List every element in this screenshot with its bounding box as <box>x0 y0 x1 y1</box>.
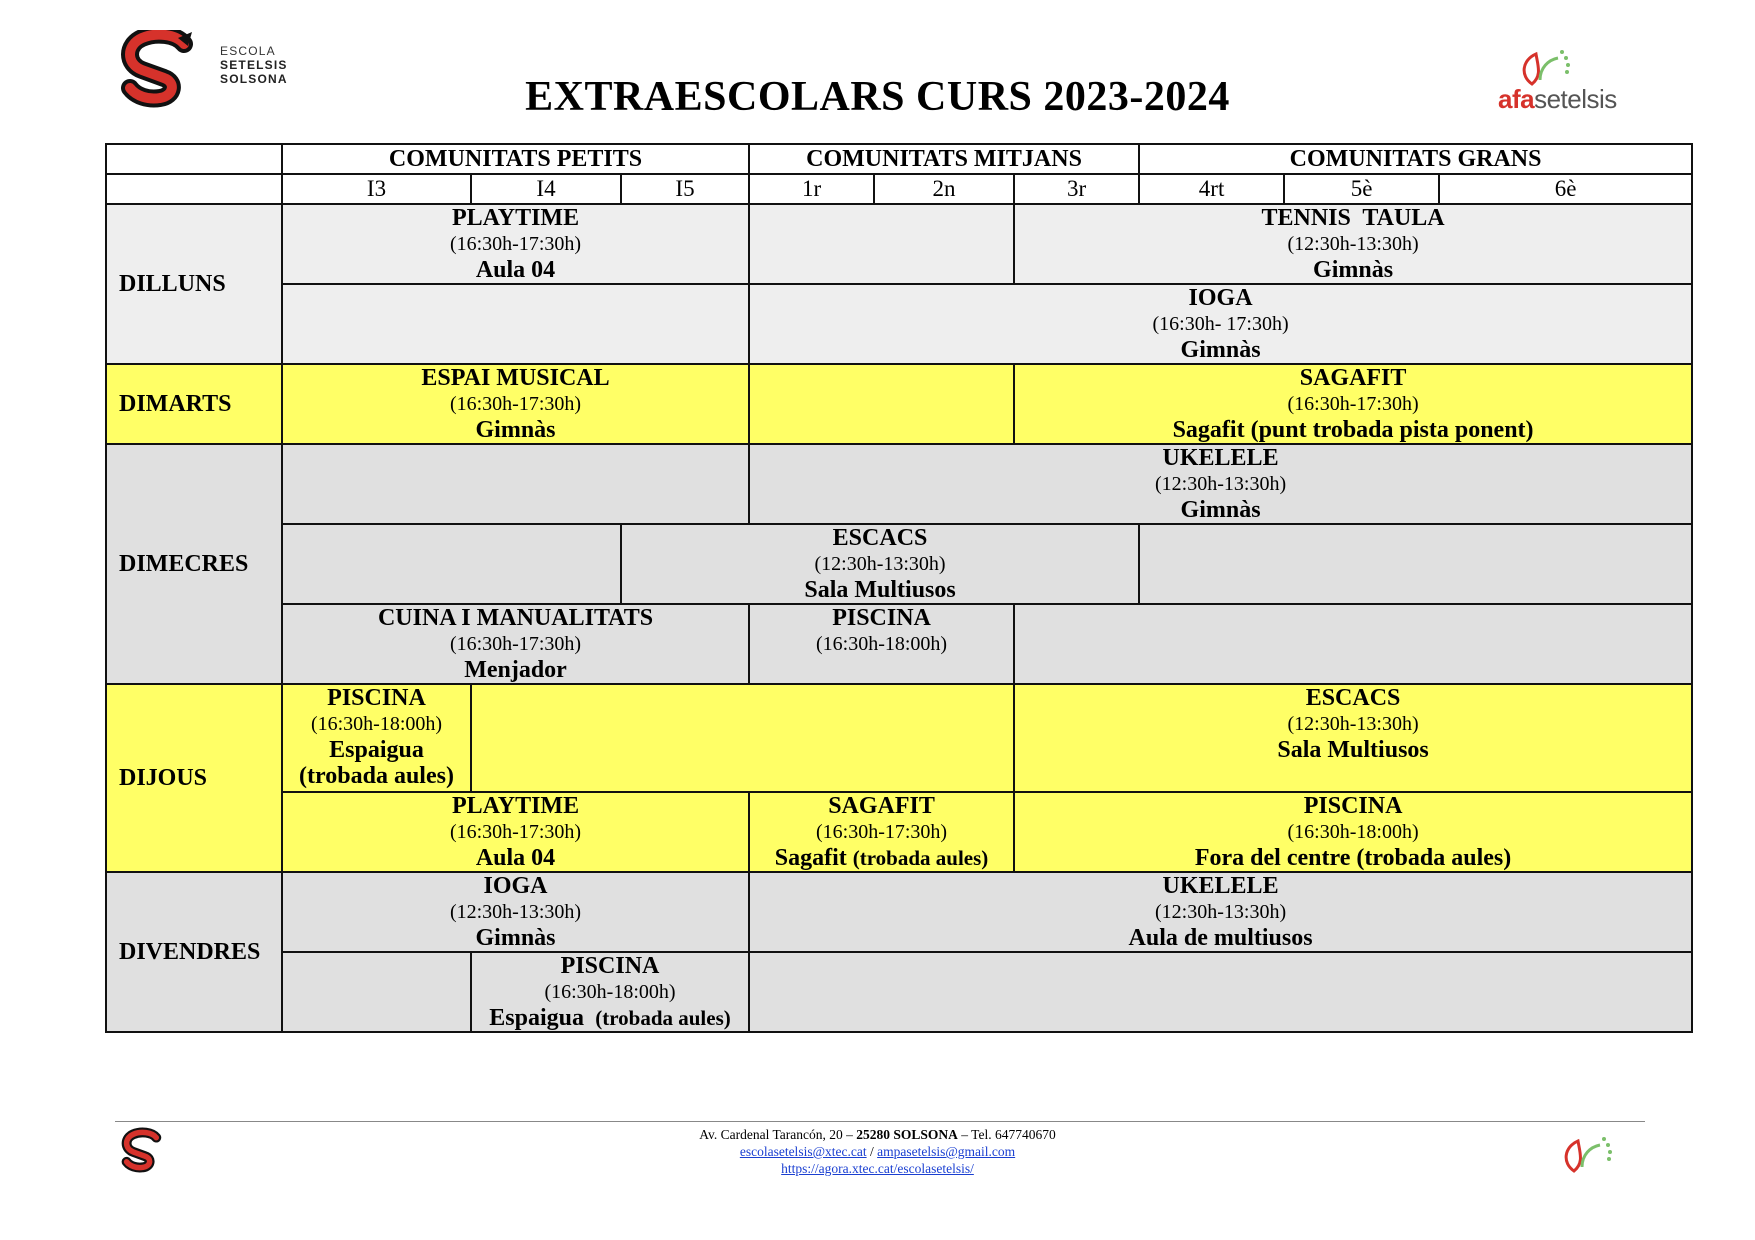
afa-name <box>1498 84 1617 115</box>
activity-place-note: (trobada aules) <box>852 846 989 870</box>
address-street: Av. Cardenal Tarancón, 20 – <box>699 1127 857 1142</box>
activity-place: Gimnàs <box>1180 497 1261 523</box>
day-row <box>106 364 1692 444</box>
activity-cell <box>749 604 1014 684</box>
day-row <box>106 444 1692 524</box>
footer-emails <box>0 1143 1755 1160</box>
activity-place: Espaigua <box>329 737 424 763</box>
activity-place-main: Sagafit <box>774 845 847 871</box>
level-2n: 2n <box>874 174 1014 204</box>
activity-place: Gimnàs <box>1180 337 1261 363</box>
afa-logo <box>1478 40 1638 116</box>
activity-place: Sala Multiusos <box>1277 737 1429 763</box>
footer-contact <box>0 1126 1755 1177</box>
activity-cell <box>1014 684 1692 792</box>
activity-cell <box>749 792 1014 872</box>
empty-cell <box>1139 524 1692 604</box>
group-header-mitjans: COMUNITATS MITJANS <box>749 144 1139 174</box>
school-email-link[interactable]: escolasetelsis@xtec.cat <box>739 1144 867 1159</box>
activity-name: PISCINA <box>832 605 931 631</box>
activity-place: Aula 04 <box>475 845 556 871</box>
group-header-row <box>106 144 1692 174</box>
ampa-email-link[interactable]: ampasetelsis@gmail.com <box>877 1144 1016 1159</box>
activity-cell <box>471 952 749 1032</box>
school-name-line3: SOLSONA <box>220 72 288 86</box>
address-city: 25280 SOLSONA <box>856 1127 958 1142</box>
activity-time: (16:30h-17:30h) <box>449 393 582 415</box>
footer-address <box>0 1126 1755 1143</box>
activity-time: (16:30h-18:00h) <box>544 981 676 1003</box>
activity-name: ESCACS <box>832 525 928 551</box>
activity-cell <box>621 524 1139 604</box>
activity-time: (12:30h-13:30h) <box>449 901 582 923</box>
website-link[interactable]: https://agora.xtec.cat/escolasetelsis/ <box>781 1161 974 1176</box>
activity-name: UKELELE <box>1162 873 1279 899</box>
activity-cell <box>282 872 749 952</box>
activity-cell <box>282 684 471 792</box>
empty-cell <box>749 204 1014 284</box>
activity-place: Gimnàs <box>475 417 556 443</box>
day-label-tuesday: DIMARTS <box>106 364 282 444</box>
activity-place: Gimnàs <box>475 925 556 951</box>
activity-time: (16:30h-17:30h) <box>449 633 582 655</box>
empty-cell <box>749 952 1692 1032</box>
activity-name: IOGA <box>1188 285 1253 311</box>
activity-time: (12:30h-13:30h) <box>1155 473 1287 495</box>
activity-place: Gimnàs <box>1313 257 1394 283</box>
day-label-thursday: DIJOUS <box>106 684 282 872</box>
day-label-monday: DILLUNS <box>106 204 282 364</box>
page-title: EXTRAESCOLARS CURS 2023-2024 <box>525 74 1230 120</box>
activity-name: CUINA I MANUALITATS <box>377 605 654 631</box>
level-6e: 6è <box>1439 174 1692 204</box>
day-row <box>106 684 1692 792</box>
day-row <box>106 204 1692 284</box>
activity-place: Sala Multiusos <box>804 577 956 603</box>
day-row <box>106 952 1692 1032</box>
activity-cell <box>749 284 1692 364</box>
email-separator: / <box>866 1144 878 1159</box>
activity-cell <box>749 872 1692 952</box>
activity-name: SAGAFIT <box>1299 365 1407 391</box>
activity-name: PISCINA <box>327 685 426 711</box>
level-4rt: 4rt <box>1139 174 1284 204</box>
empty-cell <box>282 952 471 1032</box>
afa-name-part1: afa <box>1498 84 1535 114</box>
group-header-grans: COMUNITATS GRANS <box>1139 144 1692 174</box>
level-3r: 3r <box>1014 174 1139 204</box>
activity-name: PISCINA <box>1303 793 1403 819</box>
activity-place-main: Espaigua <box>489 1005 590 1031</box>
level-5e: 5è <box>1284 174 1439 204</box>
day-row <box>106 604 1692 684</box>
activity-place-note: (trobada aules) <box>589 1006 731 1030</box>
activity-cell <box>1014 792 1692 872</box>
activity-cell <box>282 364 749 444</box>
activity-place: Fora del centre (trobada aules) <box>1194 845 1512 871</box>
activity-time: (16:30h-17:30h) <box>815 821 948 843</box>
empty-cell <box>282 444 749 524</box>
empty-cell <box>471 684 1014 792</box>
day-label-wednesday: DIMECRES <box>106 444 282 684</box>
level-i4: I4 <box>471 174 621 204</box>
afa-name-part2: setelsis <box>1534 84 1617 114</box>
level-header-row <box>106 174 1692 204</box>
activity-place-note: (trobada aules) <box>299 763 454 789</box>
activity-name: TENNIS TAULA <box>1261 205 1445 231</box>
activity-place <box>472 1005 748 1031</box>
activity-cell <box>282 792 749 872</box>
activity-name: UKELELE <box>1162 445 1279 471</box>
activity-name: PISCINA <box>560 953 660 979</box>
activity-time: (12:30h-13:30h) <box>1155 901 1287 923</box>
day-label-friday: DIVENDRES <box>106 872 282 1032</box>
school-name-line1: ESCOLA <box>220 44 276 58</box>
level-i5: I5 <box>621 174 749 204</box>
empty-cell <box>749 364 1014 444</box>
leaf-logo-small-icon <box>1560 1125 1620 1177</box>
activity-time: (12:30h-13:30h) <box>814 553 946 575</box>
activity-time: (12:30h-13:30h) <box>1287 233 1419 255</box>
activity-time: (16:30h- 17:30h) <box>1152 313 1289 335</box>
activity-name: PLAYTIME <box>451 793 580 819</box>
activity-name: SAGAFIT <box>828 793 935 819</box>
activity-cell <box>1014 364 1692 444</box>
day-row <box>106 284 1692 364</box>
corner-cell <box>106 144 282 174</box>
activity-place: Aula 04 <box>475 257 556 283</box>
activity-time: (16:30h-18:00h) <box>1287 821 1419 843</box>
level-i3: I3 <box>282 174 471 204</box>
activity-cell <box>1014 204 1692 284</box>
activity-cell <box>749 444 1692 524</box>
address-phone: – Tel. 647740670 <box>957 1127 1056 1142</box>
empty-cell <box>282 524 621 604</box>
group-header-petits: COMUNITATS PETITS <box>282 144 749 174</box>
footer-divider <box>115 1121 1645 1122</box>
activity-name: ESPAI MUSICAL <box>421 365 610 391</box>
day-row <box>106 524 1692 604</box>
activity-place: Aula de multiusos <box>1128 925 1313 951</box>
activity-time: (12:30h-13:30h) <box>1287 713 1419 735</box>
school-name-line2: SETELSIS <box>220 58 288 72</box>
activity-time: (16:30h-17:30h) <box>449 233 582 255</box>
schedule-table <box>105 143 1693 1033</box>
activity-name: IOGA <box>483 873 548 899</box>
activity-place: Menjador <box>464 657 567 683</box>
level-1r: 1r <box>749 174 874 204</box>
activity-time: (16:30h-18:00h) <box>310 713 443 735</box>
footer-web <box>0 1160 1755 1177</box>
empty-cell <box>1014 604 1692 684</box>
activity-time: (16:30h-18:00h) <box>815 633 948 655</box>
activity-name: PLAYTIME <box>451 205 580 231</box>
activity-place <box>750 845 1013 871</box>
day-row <box>106 792 1692 872</box>
corner-cell <box>106 174 282 204</box>
activity-name: ESCACS <box>1305 685 1401 711</box>
activity-cell <box>282 204 749 284</box>
leaf-logo-icon <box>1518 42 1578 86</box>
activity-time: (16:30h-17:30h) <box>1287 393 1419 415</box>
empty-cell <box>282 284 749 364</box>
activity-time: (16:30h-17:30h) <box>449 821 582 843</box>
activity-cell <box>282 604 749 684</box>
day-row <box>106 872 1692 952</box>
activity-place: Sagafit (punt trobada pista ponent) <box>1172 417 1534 443</box>
